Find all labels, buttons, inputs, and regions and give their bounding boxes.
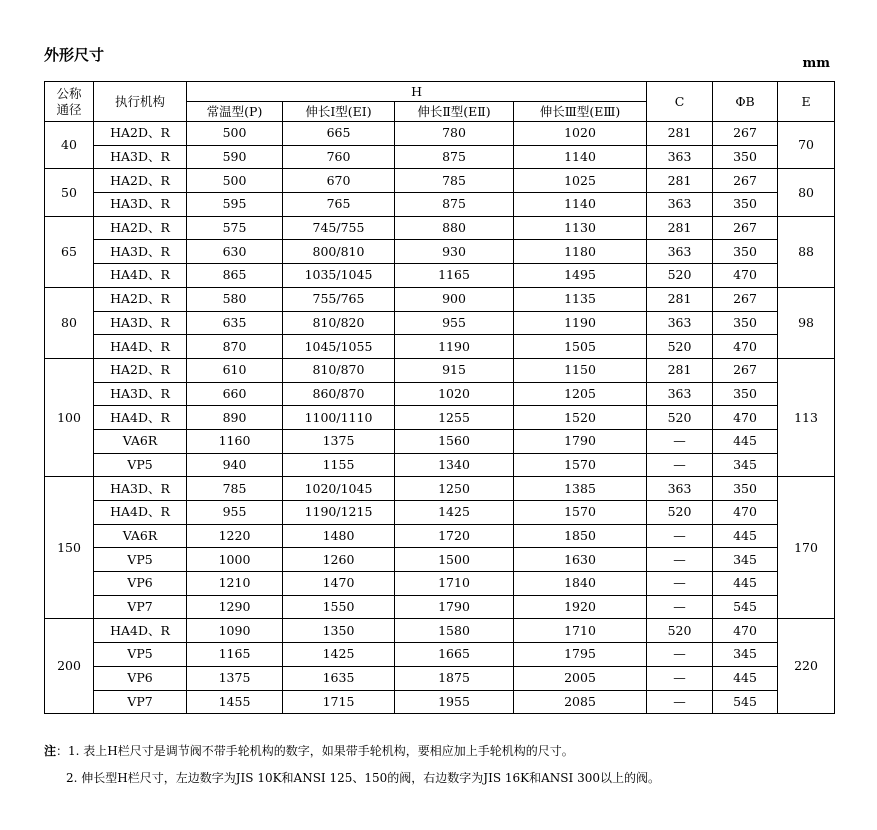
h-ext1-cell: 1260 [283,548,395,572]
h-ext3-cell: 1520 [514,406,647,430]
h-ext3-cell: 1190 [514,311,647,335]
h-ext1-cell: 1350 [283,619,395,643]
h-normal-cell: 500 [187,122,283,146]
c-cell: 520 [647,335,713,359]
actuator-cell: HA3D、R [94,382,187,406]
table-row [45,311,835,335]
h-ext3-cell: 2005 [514,666,647,690]
table-row [45,145,835,169]
table-row [45,429,835,453]
table-row [45,169,835,193]
h-normal-cell: 1220 [187,524,283,548]
table-row [45,216,835,240]
h-ext3-cell: 1020 [514,122,647,146]
unit-label: mm [802,56,830,71]
phi-b-cell: 445 [713,524,778,548]
h-ext2-cell: 875 [395,145,514,169]
table-row [45,358,835,382]
actuator-cell: HA3D、R [94,145,187,169]
h-normal-cell: 660 [187,382,283,406]
h-ext1-cell: 810/870 [283,358,395,382]
c-cell: 363 [647,145,713,169]
table-row [45,335,835,359]
h-ext2-cell: 1665 [395,643,514,667]
header-row-1 [45,82,835,102]
phi-b-cell: 267 [713,216,778,240]
note-text-1: ：1. 表上H栏尺寸是调节阀不带手轮机构的数字，如果带手轮机构，要相应加上手轮机构的尺寸。 [56,743,574,758]
phi-b-cell: 445 [713,666,778,690]
actuator-cell: VP7 [94,690,187,714]
h-normal-cell: 590 [187,145,283,169]
actuator-cell: HA4D、R [94,406,187,430]
c-cell: 281 [647,169,713,193]
c-cell: 363 [647,382,713,406]
h-ext3-cell: 1385 [514,477,647,501]
h-normal-cell: 955 [187,501,283,525]
h-ext1-cell: 810/820 [283,311,395,335]
actuator-cell: HA2D、R [94,358,187,382]
header-h: H [187,82,647,102]
nominal-size-cell: 80 [45,287,94,358]
actuator-cell: HA2D、R [94,169,187,193]
table-row [45,193,835,217]
h-ext2-cell: 1560 [395,429,514,453]
c-cell: 281 [647,216,713,240]
h-ext3-cell: 1205 [514,382,647,406]
phi-b-cell: 350 [713,145,778,169]
h-normal-cell: 500 [187,169,283,193]
h-ext2-cell: 780 [395,122,514,146]
c-cell: — [647,666,713,690]
h-ext1-cell: 1715 [283,690,395,714]
c-cell: — [647,643,713,667]
header-e: E [778,82,835,122]
table-body [45,122,835,714]
table-row [45,666,835,690]
c-cell: — [647,453,713,477]
h-ext2-cell: 785 [395,169,514,193]
c-cell: — [647,690,713,714]
h-ext3-cell: 1920 [514,595,647,619]
phi-b-cell: 470 [713,264,778,288]
h-ext2-cell: 1790 [395,595,514,619]
phi-b-cell: 350 [713,382,778,406]
e-cell: 220 [778,619,835,714]
actuator-cell: VP5 [94,548,187,572]
table-row [45,122,835,146]
h-ext1-cell: 800/810 [283,240,395,264]
header-h-ext1: 伸长Ⅰ型(EⅠ) [283,102,395,122]
h-ext2-cell: 1580 [395,619,514,643]
c-cell: — [647,572,713,596]
h-ext3-cell: 1135 [514,287,647,311]
phi-b-cell: 267 [713,169,778,193]
header-c: C [647,82,713,122]
actuator-cell: HA4D、R [94,335,187,359]
h-normal-cell: 595 [187,193,283,217]
table-row [45,548,835,572]
actuator-cell: HA2D、R [94,287,187,311]
nominal-size-cell: 40 [45,122,94,169]
actuator-cell: VP5 [94,453,187,477]
h-ext2-cell: 1190 [395,335,514,359]
h-normal-cell: 785 [187,477,283,501]
e-cell: 98 [778,287,835,358]
h-ext3-cell: 1130 [514,216,647,240]
h-normal-cell: 610 [187,358,283,382]
c-cell: — [647,595,713,619]
h-ext3-cell: 2085 [514,690,647,714]
h-ext2-cell: 900 [395,287,514,311]
table-row [45,453,835,477]
h-normal-cell: 1210 [187,572,283,596]
table-row [45,690,835,714]
actuator-cell: VP5 [94,643,187,667]
phi-b-cell: 445 [713,429,778,453]
h-ext1-cell: 1020/1045 [283,477,395,501]
e-cell: 70 [778,122,835,169]
h-normal-cell: 1290 [187,595,283,619]
h-ext2-cell: 1250 [395,477,514,501]
header-phi-b: ΦB [713,82,778,122]
h-ext3-cell: 1570 [514,501,647,525]
phi-b-cell: 350 [713,477,778,501]
table-row [45,501,835,525]
h-ext3-cell: 1505 [514,335,647,359]
phi-b-cell: 445 [713,572,778,596]
h-ext2-cell: 1955 [395,690,514,714]
h-normal-cell: 580 [187,287,283,311]
phi-b-cell: 470 [713,619,778,643]
table-row [45,264,835,288]
h-ext3-cell: 1495 [514,264,647,288]
c-cell: — [647,548,713,572]
actuator-cell: HA3D、R [94,193,187,217]
actuator-cell: VP7 [94,595,187,619]
h-ext1-cell: 1035/1045 [283,264,395,288]
table-row [45,477,835,501]
phi-b-cell: 470 [713,501,778,525]
header-h-normal: 常温型(P) [187,102,283,122]
phi-b-cell: 350 [713,311,778,335]
h-ext3-cell: 1180 [514,240,647,264]
actuator-cell: HA2D、R [94,122,187,146]
h-ext1-cell: 745/755 [283,216,395,240]
h-ext2-cell: 1875 [395,666,514,690]
h-ext1-cell: 1635 [283,666,395,690]
c-cell: 281 [647,122,713,146]
h-normal-cell: 1090 [187,619,283,643]
header-nominal-size: 公称 通径 [45,82,94,122]
table-row [45,382,835,406]
h-ext1-cell: 755/765 [283,287,395,311]
phi-b-cell: 267 [713,122,778,146]
note-text-2: 2. 伸长型H栏尺寸，左边数字为JIS 10K和ANSI 125、150的阀，右边数字为JIS 16K和ANSI 300以上的阀。 [66,770,660,785]
h-normal-cell: 1160 [187,429,283,453]
h-ext3-cell: 1850 [514,524,647,548]
h-ext3-cell: 1840 [514,572,647,596]
header-actuator: 执行机构 [94,82,187,122]
table-row [45,595,835,619]
c-cell: 363 [647,193,713,217]
c-cell: 363 [647,311,713,335]
e-cell: 88 [778,216,835,287]
note-line-1 [44,737,660,764]
h-ext1-cell: 1375 [283,429,395,453]
header-h-ext2: 伸长Ⅱ型(EⅡ) [395,102,514,122]
c-cell: 363 [647,240,713,264]
e-cell: 170 [778,477,835,619]
table-row [45,572,835,596]
h-ext1-cell: 670 [283,169,395,193]
c-cell: 520 [647,501,713,525]
phi-b-cell: 345 [713,643,778,667]
actuator-cell: HA4D、R [94,501,187,525]
actuator-cell: HA4D、R [94,619,187,643]
actuator-cell: VP6 [94,572,187,596]
actuator-cell: VP6 [94,666,187,690]
h-ext1-cell: 1045/1055 [283,335,395,359]
actuator-cell: HA3D、R [94,240,187,264]
table-row [45,240,835,264]
h-ext2-cell: 930 [395,240,514,264]
h-ext1-cell: 765 [283,193,395,217]
c-cell: 520 [647,619,713,643]
h-ext2-cell: 1165 [395,264,514,288]
dimensions-table [44,81,835,714]
h-normal-cell: 1000 [187,548,283,572]
c-cell: — [647,429,713,453]
h-normal-cell: 635 [187,311,283,335]
nominal-size-cell: 200 [45,619,94,714]
phi-b-cell: 267 [713,358,778,382]
h-ext2-cell: 1020 [395,382,514,406]
h-normal-cell: 1165 [187,643,283,667]
c-cell: 363 [647,477,713,501]
note-line-2 [44,764,660,791]
e-cell: 80 [778,169,835,216]
h-ext2-cell: 1425 [395,501,514,525]
h-normal-cell: 940 [187,453,283,477]
phi-b-cell: 470 [713,335,778,359]
h-ext3-cell: 1790 [514,429,647,453]
h-normal-cell: 630 [187,240,283,264]
e-cell: 113 [778,358,835,476]
phi-b-cell: 267 [713,287,778,311]
phi-b-cell: 350 [713,240,778,264]
table-row [45,406,835,430]
h-normal-cell: 890 [187,406,283,430]
nominal-size-cell: 150 [45,477,94,619]
h-ext3-cell: 1150 [514,358,647,382]
c-cell: 281 [647,287,713,311]
h-ext1-cell: 1190/1215 [283,501,395,525]
actuator-cell: HA4D、R [94,264,187,288]
page-title: 外形尺寸 [44,46,105,64]
h-ext3-cell: 1140 [514,193,647,217]
h-ext1-cell: 860/870 [283,382,395,406]
h-ext3-cell: 1570 [514,453,647,477]
h-ext1-cell: 1425 [283,643,395,667]
h-ext3-cell: 1710 [514,619,647,643]
h-ext2-cell: 955 [395,311,514,335]
phi-b-cell: 545 [713,595,778,619]
actuator-cell: VA6R [94,524,187,548]
h-ext2-cell: 1255 [395,406,514,430]
h-ext3-cell: 1025 [514,169,647,193]
actuator-cell: VA6R [94,429,187,453]
phi-b-cell: 350 [713,193,778,217]
c-cell: 281 [647,358,713,382]
table-row [45,524,835,548]
notes [44,737,660,791]
h-ext2-cell: 915 [395,358,514,382]
nominal-size-cell: 100 [45,358,94,476]
actuator-cell: HA3D、R [94,311,187,335]
h-normal-cell: 1375 [187,666,283,690]
h-normal-cell: 865 [187,264,283,288]
h-normal-cell: 1455 [187,690,283,714]
h-normal-cell: 870 [187,335,283,359]
h-ext2-cell: 880 [395,216,514,240]
h-ext3-cell: 1140 [514,145,647,169]
table-row [45,643,835,667]
phi-b-cell: 545 [713,690,778,714]
h-ext2-cell: 1340 [395,453,514,477]
table-row [45,287,835,311]
h-ext1-cell: 1100/1110 [283,406,395,430]
h-ext1-cell: 1470 [283,572,395,596]
actuator-cell: HA3D、R [94,477,187,501]
h-ext3-cell: 1795 [514,643,647,667]
header-h-ext3: 伸长Ⅲ型(EⅢ) [514,102,647,122]
nominal-size-cell: 50 [45,169,94,216]
h-ext2-cell: 1500 [395,548,514,572]
table-row [45,619,835,643]
phi-b-cell: 345 [713,548,778,572]
h-ext2-cell: 1710 [395,572,514,596]
h-normal-cell: 575 [187,216,283,240]
c-cell: — [647,524,713,548]
h-ext2-cell: 875 [395,193,514,217]
c-cell: 520 [647,406,713,430]
h-ext2-cell: 1720 [395,524,514,548]
nominal-size-cell: 65 [45,216,94,287]
h-ext1-cell: 665 [283,122,395,146]
phi-b-cell: 345 [713,453,778,477]
h-ext1-cell: 1550 [283,595,395,619]
h-ext1-cell: 760 [283,145,395,169]
phi-b-cell: 470 [713,406,778,430]
actuator-cell: HA2D、R [94,216,187,240]
h-ext3-cell: 1630 [514,548,647,572]
h-ext1-cell: 1480 [283,524,395,548]
note-label: 注 [44,743,57,758]
c-cell: 520 [647,264,713,288]
h-ext1-cell: 1155 [283,453,395,477]
